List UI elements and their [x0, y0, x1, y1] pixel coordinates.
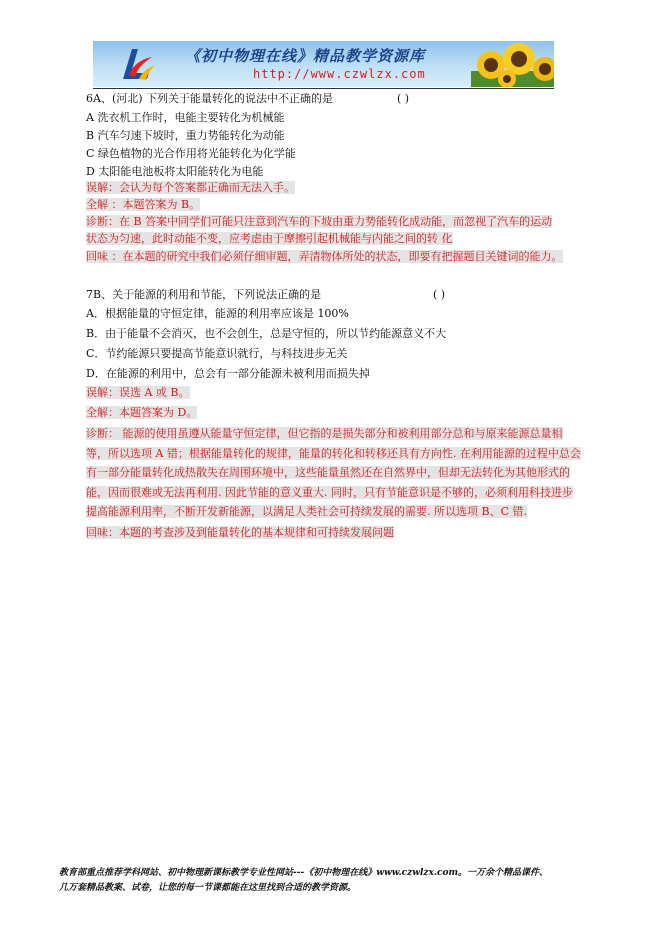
question-6a-option-c: C 绿色植物的光合作用将光能转化为化学能: [86, 147, 296, 160]
page-footer: [59, 866, 599, 896]
footer-line2: 几万套精品教案、试卷，让您的每一节课都能在这里找到合适的教学资源。: [59, 883, 357, 893]
question-6a-stem: [86, 90, 333, 109]
question-7b-option-d: D．在能源的利用中，总会有一部分能源未被利用而损失掉: [86, 367, 370, 380]
question-6a-diagnosis-line2: 状态为匀速，此时动能不变，应考虑由于摩擦引起机械能与内能之间的转 化: [86, 232, 453, 245]
header-divider: [93, 88, 554, 89]
question-7b-option-b: B．由于能量不会消灭，也不会创生，总是守恒的，所以节约能源意义不大: [86, 327, 447, 340]
question-6a-option-d: D 太阳能电池板将太阳能转化为电能: [86, 165, 264, 178]
sunflower-image: [471, 41, 554, 87]
question-7b-reflection: 回味：本题的考查涉及到能量转化的基本规律和可持续发展问题: [86, 526, 394, 539]
question-7b-misconception: 误解：误选 A 或 B。: [86, 386, 190, 399]
question-6a-blank: ( ): [397, 92, 410, 105]
question-6a-text: 6A、(河北) 下列关于能量转化的说法中不正确的是: [86, 92, 334, 105]
question-7b-option-c: C．节约能源只要提高节能意识就行，与科技进步无关: [86, 347, 348, 360]
question-6a-reflection: 回味 ：在本题的研究中我们必须仔细审题，弄清物体所处的状态，即要有把握题目关键词的能力。: [86, 250, 563, 263]
question-7b-stem: 7B、关于能源的利用和节能，下列说法正确的是: [86, 288, 322, 301]
question-7b-blank: ( ): [433, 288, 446, 301]
site-title: 《初中物理在线》精品教学资源库: [185, 47, 426, 65]
question-7b-diagnosis: 诊断： 能源的使用虽遵从能量守恒定律，但它指的是损失部分和被利用部分总和与原来能源总量相等，所以选项 A 错；根据能量转化的规律，能量的转化和转移还具有方向性. 在利用能源的过程中总会有一部分能量转化成热散失在周围环境中，这些能量虽然还在自然界中，但却无法转化为其他形式的能，因而很难或无法再利用. 因此节能的意义重大. 同时，只有节能意识是不够的，必须利用科技进步提高能源利用率，不断开发新能源，以满足人类社会可持续发展的需要. 所以选项 B、C 错.: [86, 427, 581, 518]
site-url[interactable]: http://www.czwlzx.com: [253, 67, 426, 81]
question-6a-answer: 全解 ：本题答案为 B。: [86, 198, 201, 211]
question-7b-answer: 全解：本题答案为 D。: [86, 406, 198, 419]
header-banner: [93, 41, 554, 87]
question-6a-diagnosis-line1: 诊断：在 B 答案中同学们可能只注意到汽车的下坡由重力势能转化成动能，而忽视了汽车的运动: [86, 215, 553, 228]
question-6a-option-a: A 洗衣机工作时，电能主要转化为机械能: [86, 111, 285, 124]
footer-line1: 教育部重点推荐学科网站、初中物理新课标教学专业性网站---《初中物理在线》www.czwlzx.com。一万余个精品课件、: [59, 868, 549, 878]
question-7b-option-a: A．根据能量的守恒定律，能源的利用率应该是 100%: [86, 307, 349, 320]
site-logo: [119, 45, 155, 83]
question-6a-option-b: B 汽车匀速下坡时，重力势能转化为动能: [86, 129, 285, 142]
question-6a-misconception: 误解：会认为每个答案都正确而无法入手。: [86, 181, 295, 194]
